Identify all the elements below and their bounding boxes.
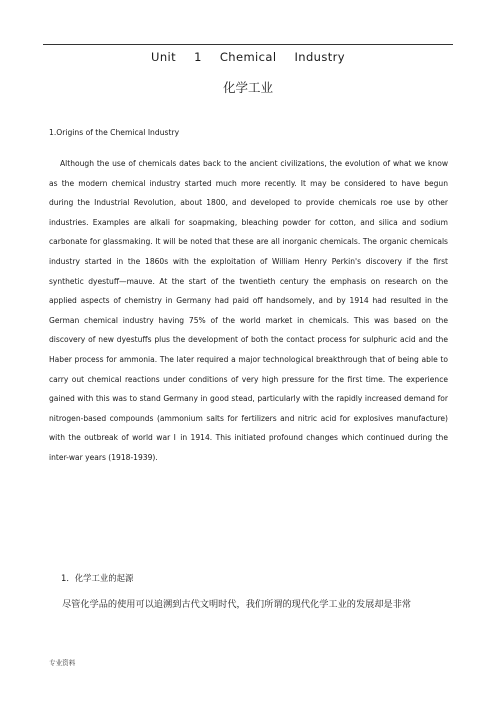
document-subtitle-cn: 化学工业 [222,80,273,95]
body-paragraph-en: Although the use of chemicals dates back to the ancient civilizations, the evolution of what we know as the modern chemical industry started much more recently. It may be considered to have begun during the Industrial Revolution, about 1800, and developed to provide chemicals roe use by other industries. Examples are alkali for soapmaking, bleaching powder for cotton, and silica and sodium carbonate for glassmaking. It will be noted that these are all inorganic chemicals. The organic chemicals industry started in the 1860s with the exploitation of William Henry Perkin's discovery if the first synthetic dyestuff—mauve. At the start of the twentieth century the emphasis on research on the applied aspects of chemistry in Germany had paid off handsomely, and by 1914 had resulted in the German chemical industry having 75% of the world market in chemicals. This was based on the discovery of new dyestuffs plus the development of both the contact process for sulphuric acid and the Haber process for ammonia. The later required a major technological breakthrough that of being able to carry out chemical reactions under conditions of very high pressure for the first time. The experience gained with this was to stand Germany in good stead, particularly with the rapidly increased demand for nitrogen-based compounds (ammonium salts for fertilizers and nitric acid for explosives manufacture) with the outbreak of world war Ⅰ in 1914. This initiated profound changes which continued during the inter-war years (1918-1939). [49,159,448,462]
section-heading-cn: 1．化学工业的起源 [61,573,134,583]
header-rule [43,44,453,45]
document-title: Unit 1 Chemical Industry [151,50,345,64]
page-footer: 专业资料 [49,659,76,667]
section-heading: 1.Origins of the Chemical Industry [49,128,180,137]
body-paragraph-cn: 尽管化学品的使用可以追溯到古代文明时代，我们所谓的现代化学工业的发展却是非常 [62,599,412,610]
